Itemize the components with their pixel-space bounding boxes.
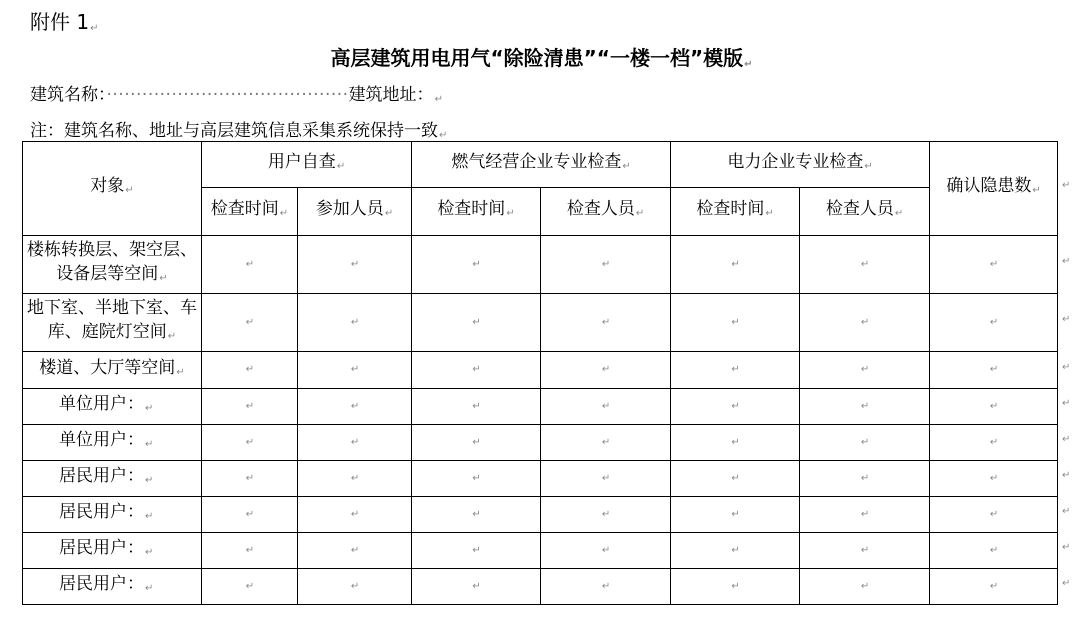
building-name-label: 建筑名称： [30, 85, 107, 105]
table-input-cell[interactable]: ↵ [202, 389, 298, 425]
table-input-cell[interactable]: ↵ [930, 294, 1058, 352]
building-info-line [30, 80, 443, 105]
table-input-cell[interactable]: ↵ [800, 389, 930, 425]
table-input-cell[interactable]: ↵ [930, 497, 1058, 533]
table-input-cell[interactable]: ↵ [412, 569, 541, 605]
table-input-cell[interactable]: ↵ [930, 461, 1058, 497]
table-input-cell[interactable]: ↵ [930, 236, 1058, 294]
table-input-cell[interactable]: ↵ [541, 533, 671, 569]
table-input-cell[interactable]: ↵ [412, 533, 541, 569]
row-label: 居民用户：↵ [23, 497, 202, 533]
row-label: 单位用户：↵ [23, 425, 202, 461]
row-label: 居民用户：↵ [23, 533, 202, 569]
table-input-cell[interactable]: ↵ [671, 425, 800, 461]
table-input-cell[interactable]: ↵ [541, 294, 671, 352]
table-input-cell[interactable]: ↵ [202, 533, 298, 569]
confirm-hazard-header: 确认隐患数↵ [930, 142, 1058, 236]
table-input-cell[interactable]: ↵ [671, 294, 800, 352]
row-label: 楼道、大厅等空间↵ [23, 352, 202, 389]
subheader-cell: 检查时间↵ [671, 188, 800, 236]
building-name-blank[interactable]: ········································· [106, 85, 349, 105]
table-input-cell[interactable]: ↵ [298, 497, 412, 533]
subheader-cell: 检查人员↵ [541, 188, 671, 236]
table-input-cell[interactable]: ↵ [930, 569, 1058, 605]
table-row [23, 497, 1058, 533]
table-input-cell[interactable]: ↵ [202, 352, 298, 389]
table-input-cell[interactable]: ↵ [202, 569, 298, 605]
table-input-cell[interactable]: ↵ [930, 389, 1058, 425]
table-input-cell[interactable]: ↵ [800, 236, 930, 294]
table-input-cell[interactable]: ↵ [671, 236, 800, 294]
table-input-cell[interactable]: ↵ [930, 352, 1058, 389]
attachment-label: 附件 1↵ [30, 10, 99, 34]
subheader-cell: 检查人员↵ [800, 188, 930, 236]
table-input-cell[interactable]: ↵ [541, 569, 671, 605]
table-input-cell[interactable]: ↵ [298, 461, 412, 497]
note-text: 注：建筑名称、地址与高层建筑信息采集系统保持一致↵ [30, 121, 448, 141]
table-input-cell[interactable]: ↵ [541, 497, 671, 533]
table-input-cell[interactable]: ↵ [930, 533, 1058, 569]
table-input-cell[interactable]: ↵ [800, 569, 930, 605]
paragraph-mark: ↵ [434, 94, 443, 105]
table-input-cell[interactable]: ↵ [671, 497, 800, 533]
table-row [23, 389, 1058, 425]
table-input-cell[interactable]: ↵ [298, 425, 412, 461]
table-row [23, 352, 1058, 389]
table-input-cell[interactable]: ↵ [671, 569, 800, 605]
subheader-cell: 检查时间↵ [412, 188, 541, 236]
row-label: 居民用户：↵ [23, 569, 202, 605]
paragraph-mark: ↵ [744, 59, 753, 70]
table-input-cell[interactable]: ↵ [412, 389, 541, 425]
table-input-cell[interactable]: ↵ [202, 461, 298, 497]
table-input-cell[interactable]: ↵ [930, 425, 1058, 461]
paragraph-mark: ↵ [1062, 542, 1071, 553]
table-input-cell[interactable]: ↵ [298, 236, 412, 294]
subheader-cell: 参加人员↵ [298, 188, 412, 236]
object-header: 对象↵ [23, 142, 202, 236]
table-input-cell[interactable]: ↵ [800, 352, 930, 389]
paragraph-mark: ↵ [1062, 398, 1071, 409]
table-input-cell[interactable]: ↵ [800, 425, 930, 461]
inspection-table [22, 141, 1058, 605]
table-row [23, 294, 1058, 352]
table-input-cell[interactable]: ↵ [671, 352, 800, 389]
table-input-cell[interactable]: ↵ [800, 461, 930, 497]
table-row [23, 236, 1058, 294]
table-input-cell[interactable]: ↵ [800, 497, 930, 533]
table-input-cell[interactable]: ↵ [800, 533, 930, 569]
paragraph-mark: ↵ [1062, 361, 1071, 373]
table-input-cell[interactable]: ↵ [671, 533, 800, 569]
table-input-cell[interactable]: ↵ [298, 569, 412, 605]
table-input-cell[interactable]: ↵ [202, 425, 298, 461]
table-input-cell[interactable]: ↵ [412, 497, 541, 533]
table-input-cell[interactable]: ↵ [800, 294, 930, 352]
row-label: 楼栋转换层、架空层、设备层等空间↵ [23, 236, 202, 294]
paragraph-mark: ↵ [1062, 180, 1071, 191]
row-label: 单位用户：↵ [23, 389, 202, 425]
table-input-cell[interactable]: ↵ [541, 425, 671, 461]
paragraph-mark: ↵ [1062, 506, 1071, 517]
table-input-cell[interactable]: ↵ [412, 236, 541, 294]
paragraph-mark: ↵ [1062, 434, 1071, 445]
row-label: 居民用户：↵ [23, 461, 202, 497]
subheader-cell: 检查时间↵ [202, 188, 298, 236]
document-title: 高层建筑用电用气“除险清患”“一楼一档”模版↵ [330, 46, 753, 70]
table-input-cell[interactable]: ↵ [298, 352, 412, 389]
table-input-cell[interactable]: ↵ [202, 236, 298, 294]
header-row [23, 142, 1058, 188]
paragraph-mark: ↵ [1062, 256, 1071, 267]
table-input-cell[interactable]: ↵ [202, 497, 298, 533]
table-input-cell[interactable]: ↵ [412, 352, 541, 389]
table-input-cell[interactable]: ↵ [541, 236, 671, 294]
table-input-cell[interactable]: ↵ [412, 461, 541, 497]
paragraph-mark: ↵ [439, 130, 448, 141]
group-header-gas-check: 燃气经营企业专业检查↵ [412, 142, 671, 188]
table-row [23, 533, 1058, 569]
table-row [23, 461, 1058, 497]
table-input-cell[interactable]: ↵ [202, 294, 298, 352]
table-input-cell[interactable]: ↵ [671, 461, 800, 497]
table-input-cell[interactable]: ↵ [298, 533, 412, 569]
table-input-cell[interactable]: ↵ [412, 425, 541, 461]
group-header-power-check: 电力企业专业检查↵ [671, 142, 930, 188]
table-input-cell[interactable]: ↵ [412, 294, 541, 352]
building-address-label: 建筑地址： [348, 85, 434, 105]
paragraph-mark: ↵ [90, 23, 99, 34]
table-body [23, 236, 1058, 605]
table-input-cell[interactable]: ↵ [541, 352, 671, 389]
paragraph-mark: ↵ [1062, 470, 1071, 481]
table-row [23, 569, 1058, 605]
table-input-cell[interactable]: ↵ [298, 294, 412, 352]
table-input-cell[interactable]: ↵ [541, 389, 671, 425]
paragraph-mark: ↵ [1062, 578, 1071, 589]
paragraph-mark: ↵ [1062, 314, 1071, 325]
row-label: 地下室、半地下室、车库、庭院灯空间↵ [23, 294, 202, 352]
table-input-cell[interactable]: ↵ [671, 389, 800, 425]
table-input-cell[interactable]: ↵ [541, 461, 671, 497]
table-input-cell[interactable]: ↵ [298, 389, 412, 425]
group-header-self-check: 用户自查↵ [202, 142, 412, 188]
table-row [23, 425, 1058, 461]
